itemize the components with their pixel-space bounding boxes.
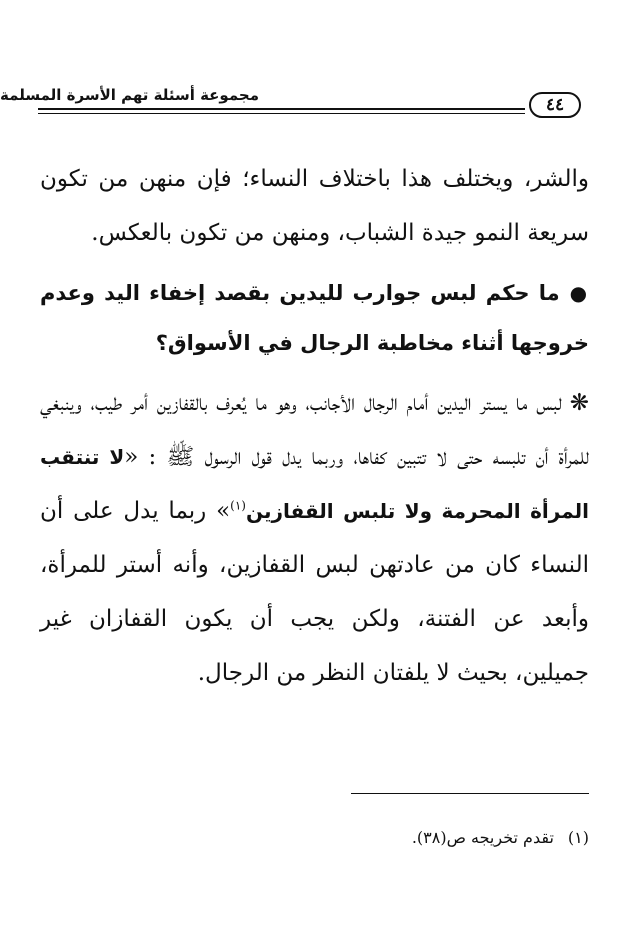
page-number: ٤٤: [529, 92, 581, 118]
page-header: [0, 80, 589, 126]
paragraph-continuation: والشر، ويختلف هذا باختلاف النساء؛ فإن منهن من تكون سريعة النمو جيدة الشباب، ومنهن من تكون بالعكس.: [40, 166, 589, 246]
bullet-icon: ●: [569, 281, 589, 305]
answer-text-part-1: لبس ما يستر اليدين أمام الرجال الأجانب، وهو ما يُعرف بالقفازين أمر طيب، وينبغي للمرأة أن تلبسه حتى لا تتبين كفاها، وربما يدل قول الرسول ﷺ : «: [40, 390, 589, 470]
footnote-number: (١): [567, 828, 589, 847]
footnote-separator: [351, 793, 589, 794]
question-heading: [40, 268, 589, 368]
hadith-quote: لا تنتقب المرأة المحرمة ولا تلبس القفازين: [40, 445, 589, 523]
header-rule-top: [38, 108, 525, 110]
header-rule-bottom: [38, 113, 525, 114]
asterisk-icon: ❋: [569, 390, 589, 416]
footnote: [412, 828, 589, 847]
footnote-text: تقدم تخريجه ص(٣٨).: [411, 828, 554, 847]
footnote-reference[interactable]: (١): [230, 498, 246, 513]
answer-text-part-2: » ربما يدل على أن النساء كان من عادتهن لبس القفازين، وأنه أستر للمرأة، وأبعد عن الفتنة، ولكن يجب أن يكون القفازان غير جميلين، بحيث لا يلفتان النظر من الرجال.: [40, 498, 589, 686]
running-title: مجموعة أسئلة تهم الأسرة المسلمة: [0, 86, 259, 104]
answer-paragraph: [40, 376, 589, 700]
question-text: ما حكم لبس جوارب لليدين بقصد إخفاء اليد وعدم خروجها أثناء مخاطبة الرجال في الأسواق؟: [40, 281, 589, 355]
main-text: [40, 152, 589, 700]
